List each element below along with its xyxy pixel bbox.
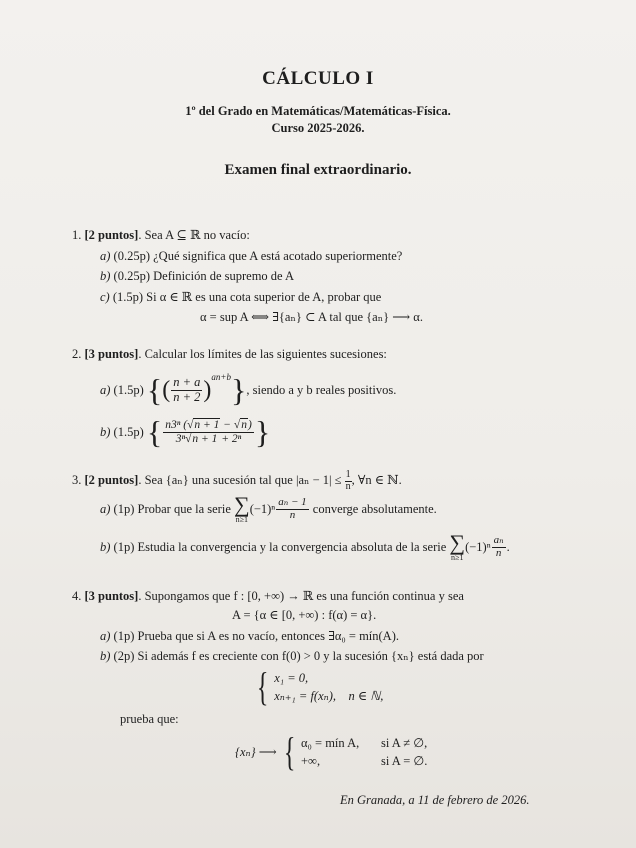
q3-item-b: b) (1p) Estudia la convergencia y la convergencia absoluta de la serie ∑ n≥1 (−1)ⁿ $\frac{\text{aₙ}}{n}$ . <box>100 530 510 562</box>
q4-item-b: b) (2p) Si además f es creciente con f(0) > 0 y la sucesión {xₙ} está dada por <box>100 649 484 663</box>
q1-formula: α = sup A ⟺ ∃{aₙ} ⊂ A tal que {aₙ} ⟶ α. <box>200 310 423 324</box>
exam-title: Examen final extraordinario. <box>224 162 412 178</box>
footer-place-date: En Granada, a 11 de febrero de 2026. <box>340 793 530 807</box>
q4-recurrence: { x₁ = 0, xₙ₊₁ = f(xₙ), n ∈ ℕ, <box>256 664 384 709</box>
q2-item-b: b) (1.5p) { $\frac{\text{n3ⁿ (√n + 1 − √n)}}{\text{3ⁿ√n + 1 + 2ⁿ}}$ } <box>100 414 271 450</box>
q4-limit: {xₙ} ⟶ { α₀ = mín A, si A ≠ ∅, +∞, si A = ∅. <box>235 729 428 774</box>
q4-item-a: a) (1p) Prueba que si A es no vacío, entonces ∃α₀ = mín(A). <box>100 629 399 643</box>
q1-item-b: b) (0.25p) Definición de supremo de A <box>100 269 295 283</box>
sum-symbol: ∑ n≥1 <box>234 492 250 524</box>
q3-item-a: a) (1p) Probar que la serie ∑ n≥1 (−1)ⁿ $\frac{\text{aₙ − 1}}{n}$ converge absolutamente. <box>100 492 437 524</box>
q2-heading: 2. [3 puntos]. Calcular los límites de las siguientes sucesiones: <box>72 347 387 361</box>
q1-points: [2 puntos] <box>84 228 139 242</box>
q1-heading <box>72 227 250 243</box>
q1-item-a: a) (0.25p) ¿Qué significa que A está acotado superiormente? <box>100 249 403 263</box>
q3-heading: 3. [2 puntos]. Sea {aₙ} una sucesión tal que |aₙ − 1| ≤ $\frac{1}{n}$ , ∀n ∈ ℕ. <box>72 469 402 492</box>
q1-number: 1. <box>72 228 82 242</box>
q1-item-c: c) (1.5p) Si α ∈ ℝ es una cota superior de A, probar que <box>100 290 382 304</box>
q4-set: A = {α ∈ [0, +∞) : f(α) = α}. <box>232 608 377 622</box>
sum-symbol: ∑ n≥1 <box>449 530 466 562</box>
course-line: Curso 2025-2026. <box>271 121 365 135</box>
q3-points: [2 puntos] <box>84 472 139 487</box>
q2-points: [3 puntos] <box>84 347 139 361</box>
q4-points: [3 puntos] <box>84 589 139 603</box>
q1-intro: . Sea A ⊆ ℝ no vacío: <box>138 228 250 242</box>
q2-item-a: a) (1.5p) { ( $\frac{n + a}{n + 2}$ ) $^{an+b}$ } , siendo a y b reales positivos. <box>100 372 397 408</box>
page-title: CÁLCULO I <box>262 68 374 89</box>
q2b-fraction: $\frac{\text{n3ⁿ (√n + 1 − √n)}}{\text{3ⁿ√n + 1 + 2ⁿ}}$ <box>165 419 252 445</box>
q2a-fraction: $\frac{n + a}{n + 2}$ <box>173 375 201 404</box>
degree-line: 1º del Grado en Matemáticas/Matemáticas-Física. <box>185 104 451 118</box>
q2a-exponent: an+b <box>211 372 231 382</box>
q4-prove: prueba que: <box>120 712 179 726</box>
q4-heading: 4. [3 puntos]. Supongamos que f : [0, +∞) → ℝ es una función continua y sea <box>72 589 464 603</box>
